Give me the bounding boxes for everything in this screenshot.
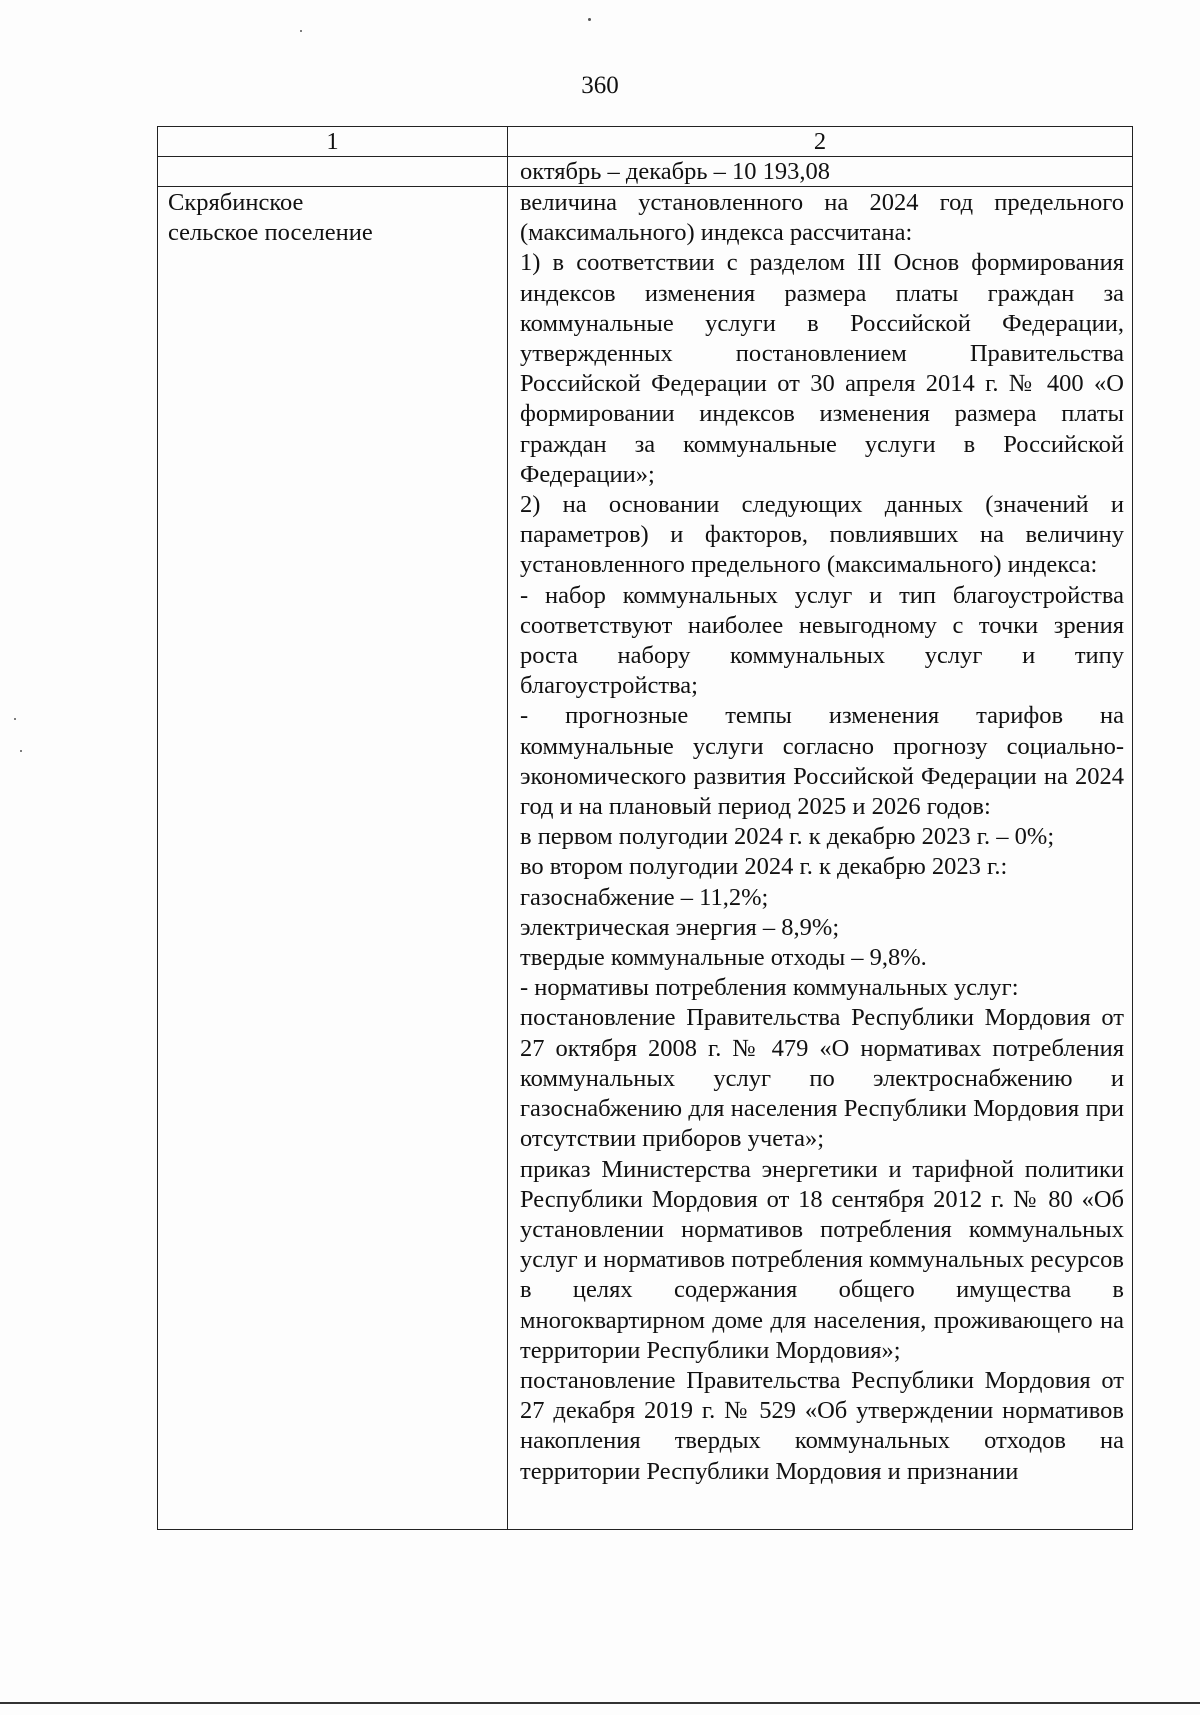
description-paragraph: - набор коммунальных услуг и тип благоустройства соответствуют наиболее невыгодному с точки зрения роста набору коммунальных услуг и типу благоустройства; bbox=[520, 581, 1124, 700]
description-paragraph: газоснабжение – 11,2%; bbox=[520, 883, 769, 911]
scan-speck bbox=[20, 750, 22, 752]
column-header-1: 1 bbox=[158, 127, 508, 157]
settlement-index-table bbox=[157, 126, 1133, 1530]
settlement-name-line: Скрябинское bbox=[168, 189, 304, 216]
index-description-cell bbox=[508, 187, 1133, 1530]
scan-speck bbox=[588, 18, 591, 21]
description-paragraph: твердые коммунальные отходы – 9,8%. bbox=[520, 944, 927, 972]
description-paragraph: 1) в соответствии с разделом III Основ формирования индексов изменения размера платы граждан за коммунальные услуги в Российской Федерации, утвержденных постановлением Правительства Российской Федерации от 30 апреля 2014 г. № 400 «О формировании индексов изменения размера платы граждан за коммунальные услуги в Российской Федерации»; bbox=[520, 249, 1124, 488]
table-row bbox=[158, 157, 1133, 187]
table-row bbox=[158, 187, 1133, 1530]
summary-cell-1 bbox=[158, 157, 508, 187]
description-paragraph: в первом полугодии 2024 г. к декабрю 2023 г. – 0%; bbox=[520, 823, 1055, 851]
scan-speck bbox=[14, 718, 16, 720]
description-paragraph: - нормативы потребления коммунальных услуг: bbox=[520, 974, 1019, 1002]
page-number: 360 bbox=[581, 72, 619, 99]
description-paragraph: 2) на основании следующих данных (значений и параметров) и факторов, повлиявших на величину установленного предельного (максимального) индекса: bbox=[520, 491, 1124, 579]
settlement-name-cell bbox=[158, 187, 508, 1530]
summary-cell-2: октябрь – декабрь – 10 193,08 bbox=[508, 157, 1133, 187]
description-paragraph: постановление Правительства Республики Мордовия от 27 октября 2008 г. № 479 «О нормативах потребления коммунальных услуг по электроснабжению и газоснабжению для населения Республики Мордовия при отсутствии приборов учета»; bbox=[520, 1004, 1124, 1153]
table-header-row bbox=[158, 127, 1133, 157]
description-paragraph: - прогнозные темпы изменения тарифов на коммунальные услуги согласно прогнозу социально-экономического развития Российской Федерации на 2024 год и на плановый период 2025 и 2026 годов: bbox=[520, 702, 1124, 821]
description-paragraph: во втором полугодии 2024 г. к декабрю 2023 г.: bbox=[520, 853, 1008, 881]
description-paragraph: электрическая энергия – 8,9%; bbox=[520, 913, 840, 941]
settlement-name-line: сельское поселение bbox=[168, 219, 373, 247]
description-paragraph: постановление Правительства Республики Мордовия от 27 декабря 2019 г. № 529 «Об утверждении нормативов накопления твердых коммунальных отходов на территории Республики Мордовия и признании bbox=[520, 1366, 1124, 1485]
description-paragraph: приказ Министерства энергетики и тарифной политики Республики Мордовия от 18 сентября 2012 г. № 80 «Об установлении нормативов потребления коммунальных услуг и нормативов потребления коммунальных ресурсов в целях содержания общего имущества в многоквартирном доме для населения, проживающего на территории Республики Мордовия»; bbox=[520, 1155, 1124, 1364]
scan-edge-line bbox=[0, 1702, 1200, 1704]
column-header-2: 2 bbox=[508, 127, 1133, 157]
description-paragraph: величина установленного на 2024 год предельного (максимального) индекса рассчитана: bbox=[520, 189, 1124, 247]
scan-speck bbox=[300, 30, 302, 32]
